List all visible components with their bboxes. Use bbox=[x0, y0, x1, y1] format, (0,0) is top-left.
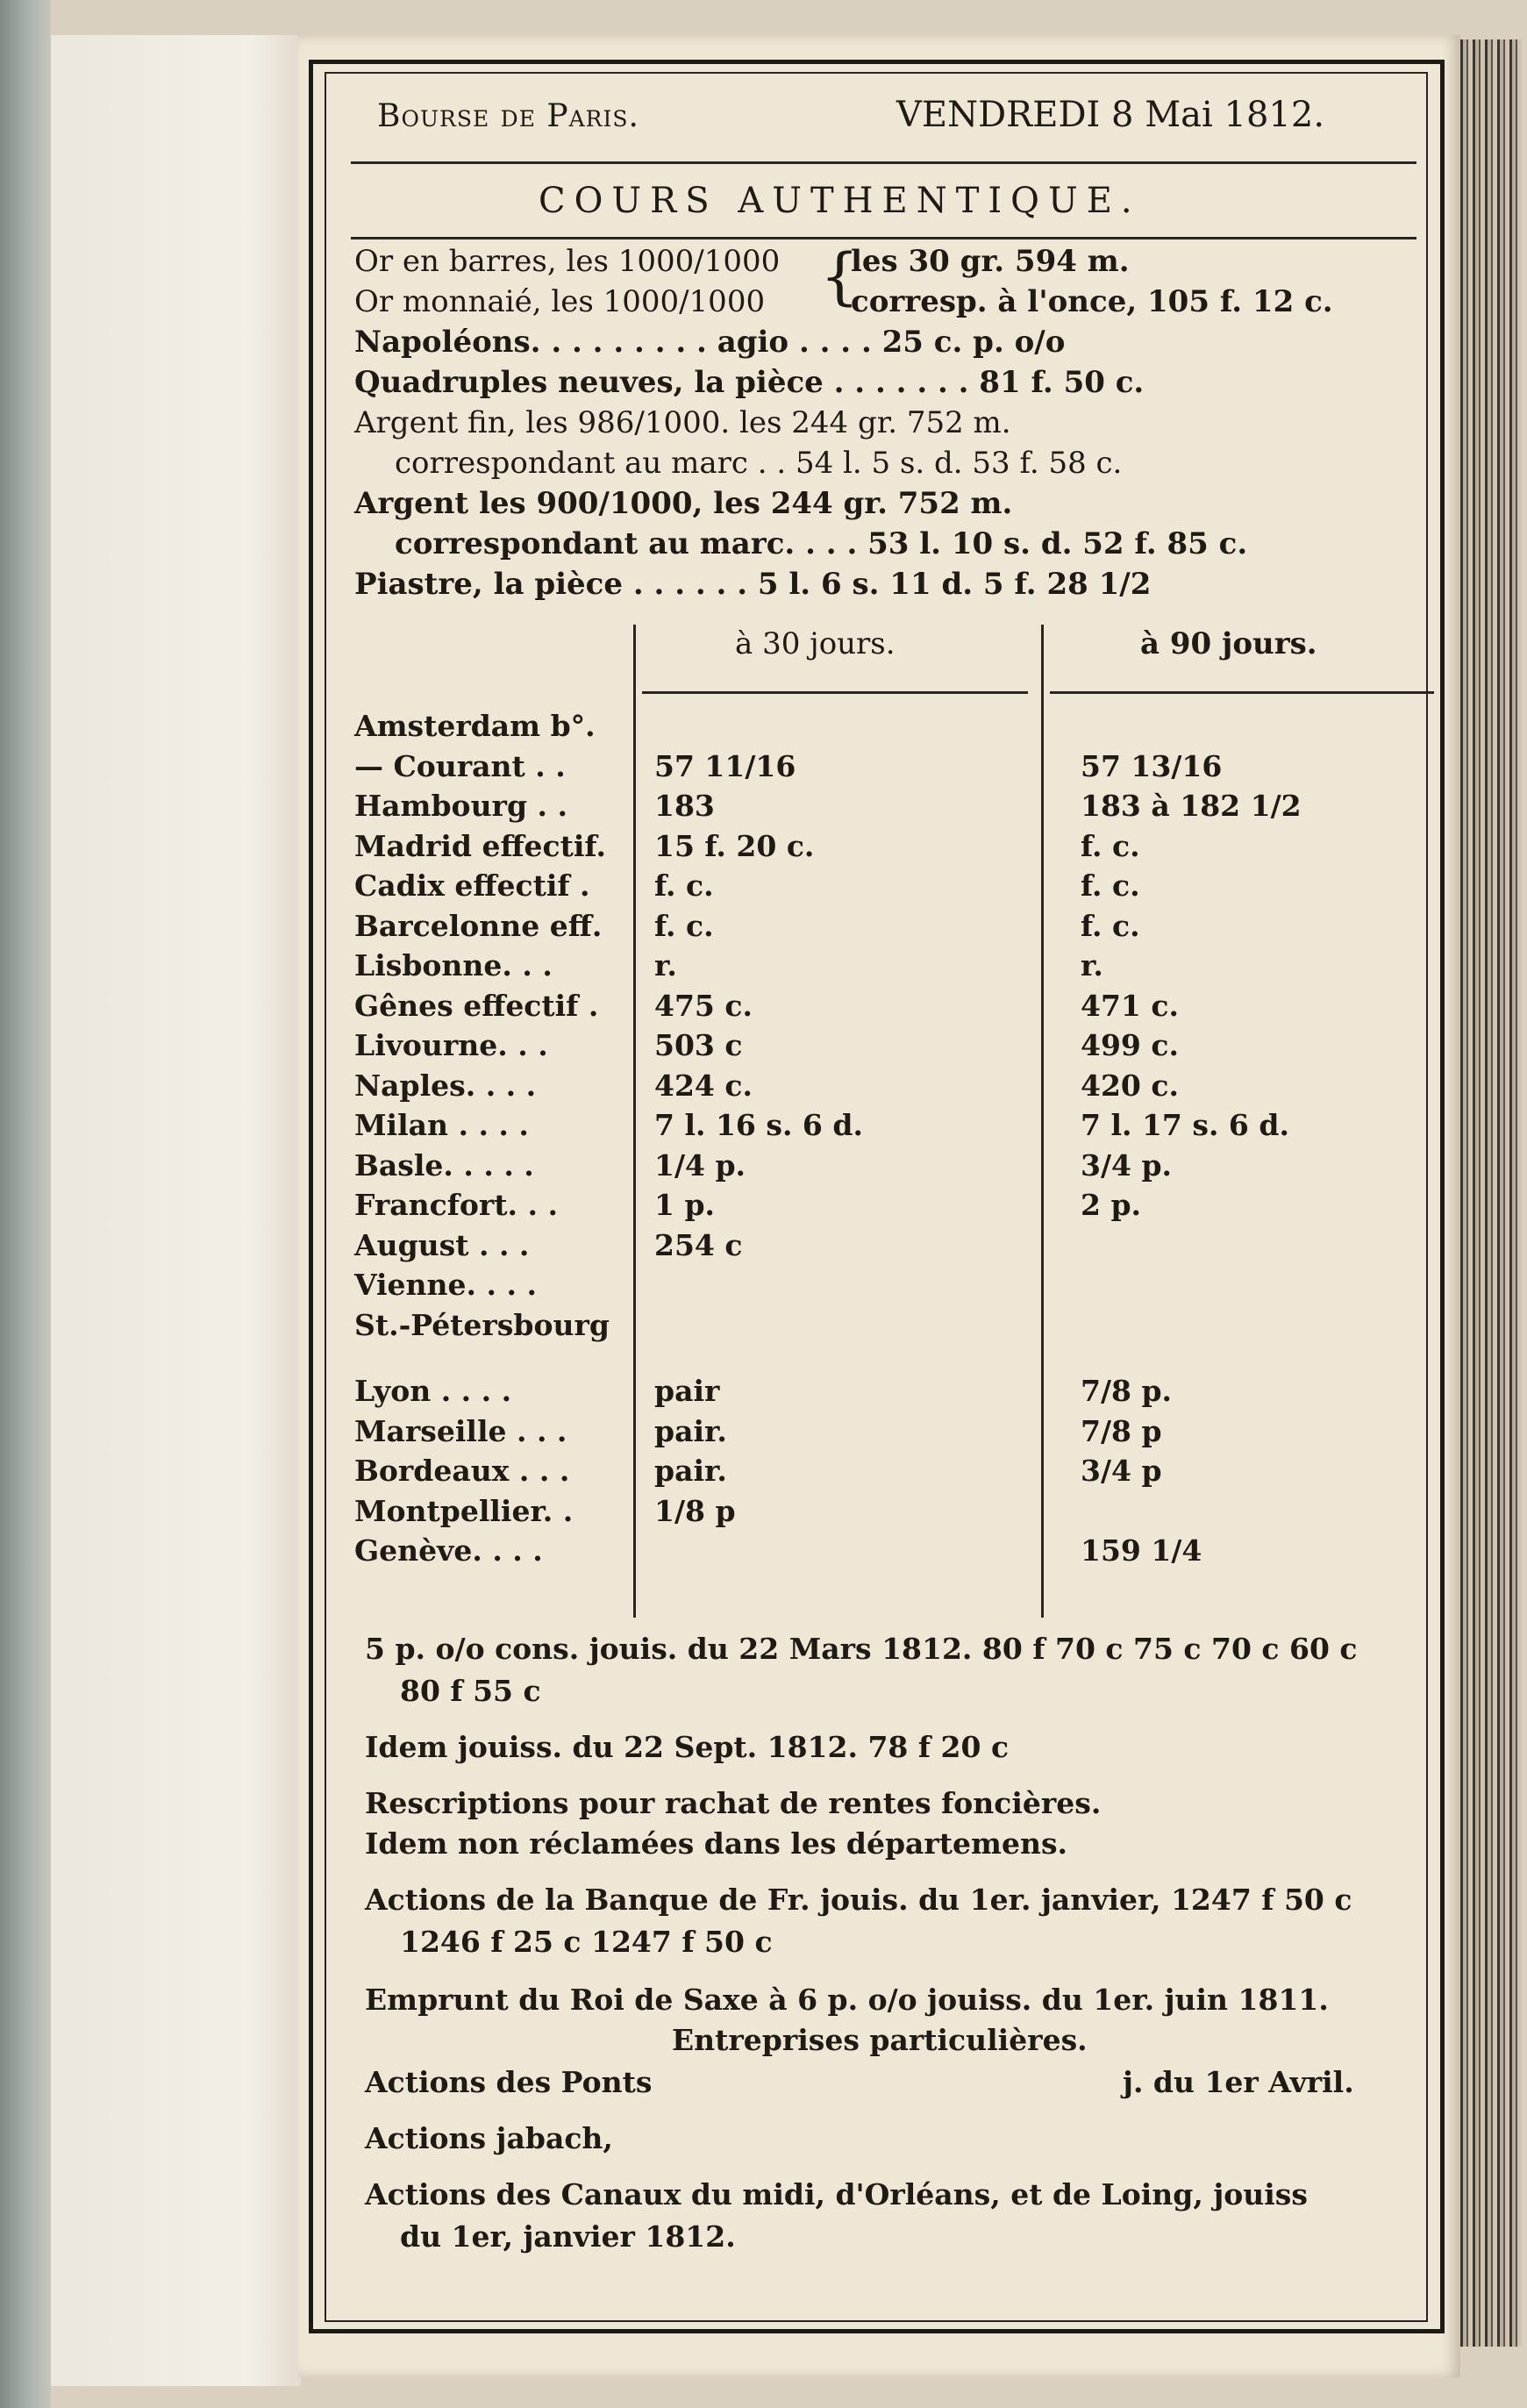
rate-place: Bordeaux . . . bbox=[354, 1454, 570, 1488]
table-divider-right bbox=[1041, 625, 1044, 1618]
book-cover-edge bbox=[0, 0, 51, 2408]
canaux-line-2: du 1er, janvier 1812. bbox=[400, 2219, 736, 2254]
rate-place: August . . . bbox=[354, 1227, 530, 1262]
rate-30-days: pair. bbox=[654, 1454, 727, 1488]
rate-90-days: 57 13/16 bbox=[1081, 748, 1223, 783]
rate-place: Lisbonne. . . bbox=[354, 948, 553, 982]
rate-90-days: 7 l. 17 s. 6 d. bbox=[1081, 1108, 1289, 1142]
rate-90-days: 499 c. bbox=[1081, 1028, 1179, 1062]
rate-90-days: 159 1/4 bbox=[1081, 1533, 1202, 1568]
ponts-line: Actions des Ponts bbox=[365, 2065, 653, 2099]
rate-place: Livourne. . . bbox=[354, 1028, 548, 1062]
entreprises-heading: Entreprises particulières. bbox=[672, 2023, 1088, 2057]
rate-place: Madrid effectif. bbox=[354, 828, 606, 863]
gold-detail-ounce: corresp. à l'once, 105 f. 12 c. bbox=[851, 284, 1333, 319]
header-rule bbox=[351, 161, 1416, 164]
rate-90-days: 471 c. bbox=[1081, 988, 1179, 1023]
rate-place: Basle. . . . . bbox=[354, 1147, 534, 1183]
rate-place: Montpellier. . bbox=[354, 1493, 574, 1528]
rate-place: Cadix effectif . bbox=[354, 868, 590, 903]
rate-30-days: f. c. bbox=[654, 868, 714, 903]
rate-place: Francfort. . . bbox=[354, 1188, 558, 1222]
rate-30-days: 424 c. bbox=[654, 1068, 753, 1103]
ponts-jouis: j. du 1er Avril. bbox=[1123, 2065, 1354, 2099]
rate-place: Genève. . . . bbox=[354, 1533, 543, 1568]
rate-30-days: 7 l. 16 s. 6 d. bbox=[654, 1108, 863, 1142]
fine-silver-marc-line: correspondant au marc . . 54 l. 5 s. d. 53 f. 58 c. bbox=[395, 446, 1123, 481]
rate-90-days: f. c. bbox=[1081, 908, 1140, 943]
rate-90-days: 2 p. bbox=[1081, 1188, 1142, 1222]
rate-30-days: 1 p. bbox=[654, 1188, 716, 1222]
rate-30-days: r. bbox=[654, 948, 677, 982]
session-date: VENDREDI 8 Mai 1812. bbox=[896, 95, 1325, 135]
idem-non-line: Idem non réclamées dans les départemens. bbox=[365, 1826, 1068, 1861]
rate-90-days: 3/4 p. bbox=[1081, 1147, 1173, 1183]
banque-line-1: Actions de la Banque de Fr. jouis. du 1er. janvier, 1247 f 50 c bbox=[365, 1883, 1352, 1917]
rate-30-days: 503 c bbox=[654, 1028, 743, 1062]
gold-detail-weight: les 30 gr. 594 m. bbox=[851, 244, 1130, 279]
banque-line-2: 1246 f 25 c 1247 f 50 c bbox=[400, 1925, 773, 1959]
silver-900-line: Argent les 900/1000, les 244 gr. 752 m. bbox=[354, 486, 1013, 521]
rescriptions-line: Rescriptions pour rachat de rentes foncières. bbox=[365, 1786, 1102, 1820]
rate-30-days: 254 c bbox=[654, 1227, 743, 1262]
page-title: COURS AUTHENTIQUE. bbox=[539, 181, 1141, 221]
rate-30-days: 57 11/16 bbox=[654, 748, 796, 783]
rate-place: Barcelonne eff. bbox=[354, 908, 603, 943]
jabach-line: Actions jabach, bbox=[365, 2121, 613, 2155]
rate-90-days: f. c. bbox=[1081, 828, 1140, 863]
rate-place: Amsterdam b°. bbox=[354, 709, 596, 743]
table-divider-left bbox=[633, 625, 636, 1618]
consols-line-2: 80 f 55 c bbox=[400, 1674, 541, 1708]
title-rule bbox=[351, 237, 1416, 239]
facing-page bbox=[51, 35, 301, 2386]
rate-place: — Courant . . bbox=[354, 748, 566, 783]
rate-90-days: 7/8 p bbox=[1081, 1413, 1162, 1448]
emprunt-line: Emprunt du Roi de Saxe à 6 p. o/o jouiss. du 1er. juin 1811. bbox=[365, 1983, 1329, 2017]
gold-brace: { bbox=[820, 240, 860, 312]
rate-30-days: 1/4 p. bbox=[654, 1147, 746, 1183]
silver-900-marc-line: correspondant au marc. . . . 53 l. 10 s. d. 52 f. 85 c. bbox=[395, 526, 1248, 561]
rate-place: Marseille . . . bbox=[354, 1413, 567, 1448]
rate-place: Milan . . . . bbox=[354, 1108, 529, 1142]
rate-30-days: pair. bbox=[654, 1413, 727, 1448]
rate-90-days: 183 à 182 1/2 bbox=[1081, 789, 1302, 823]
exchange-name: Bourse de Paris. bbox=[377, 98, 639, 134]
rate-90-days: 420 c. bbox=[1081, 1068, 1179, 1103]
rate-30-days: 183 bbox=[654, 789, 715, 823]
canaux-line-1: Actions des Canaux du midi, d'Orléans, et de Loing, jouiss bbox=[365, 2177, 1308, 2212]
gold-coin-label: Or monnaié, les 1000/1000 bbox=[354, 284, 766, 319]
rate-30-days: 475 c. bbox=[654, 988, 753, 1023]
consols-line-1: 5 p. o/o cons. jouis. du 22 Mars 1812. 80 f 70 c 75 c 70 c 60 c bbox=[365, 1632, 1358, 1666]
rate-90-days: 3/4 p bbox=[1081, 1454, 1162, 1488]
rate-30-days: 1/8 p bbox=[654, 1493, 736, 1528]
fine-silver-line: Argent fin, les 986/1000. les 244 gr. 752 m. bbox=[354, 405, 1011, 440]
rate-90-days: 7/8 p. bbox=[1081, 1374, 1173, 1408]
rate-90-days: r. bbox=[1081, 948, 1103, 982]
rate-90-days: f. c. bbox=[1081, 868, 1140, 903]
col-30-header: à 30 jours. bbox=[735, 626, 896, 661]
col-90-rule bbox=[1050, 691, 1434, 694]
rate-place: St.-Pétersbourg bbox=[354, 1307, 610, 1342]
rate-place: Hambourg . . bbox=[354, 789, 567, 823]
col-30-rule bbox=[642, 691, 1028, 694]
gold-bars-label: Or en barres, les 1000/1000 bbox=[354, 244, 781, 279]
rate-place: Naples. . . . bbox=[354, 1068, 537, 1103]
rate-place: Gênes effectif . bbox=[354, 988, 599, 1023]
rate-30-days: f. c. bbox=[654, 908, 714, 943]
idem-line: Idem jouiss. du 22 Sept. 1812. 78 f 20 c bbox=[365, 1730, 1010, 1764]
quadruples-line: Quadruples neuves, la pièce . . . . . . . 81 f. 50 c. bbox=[354, 365, 1145, 400]
rate-30-days: pair bbox=[654, 1374, 720, 1408]
rate-place: Vienne. . . . bbox=[354, 1268, 537, 1302]
rate-place: Lyon . . . . bbox=[354, 1374, 512, 1408]
piastre-line: Piastre, la pièce . . . . . . 5 l. 6 s. 11 d. 5 f. 28 1/2 bbox=[354, 567, 1152, 602]
rate-30-days: 15 f. 20 c. bbox=[654, 828, 815, 863]
col-90-header: à 90 jours. bbox=[1140, 626, 1317, 661]
napoleons-line: Napoléons. . . . . . . . . agio . . . . 25 c. p. o/o bbox=[354, 325, 1066, 360]
page-stack-edge bbox=[1460, 39, 1522, 2347]
